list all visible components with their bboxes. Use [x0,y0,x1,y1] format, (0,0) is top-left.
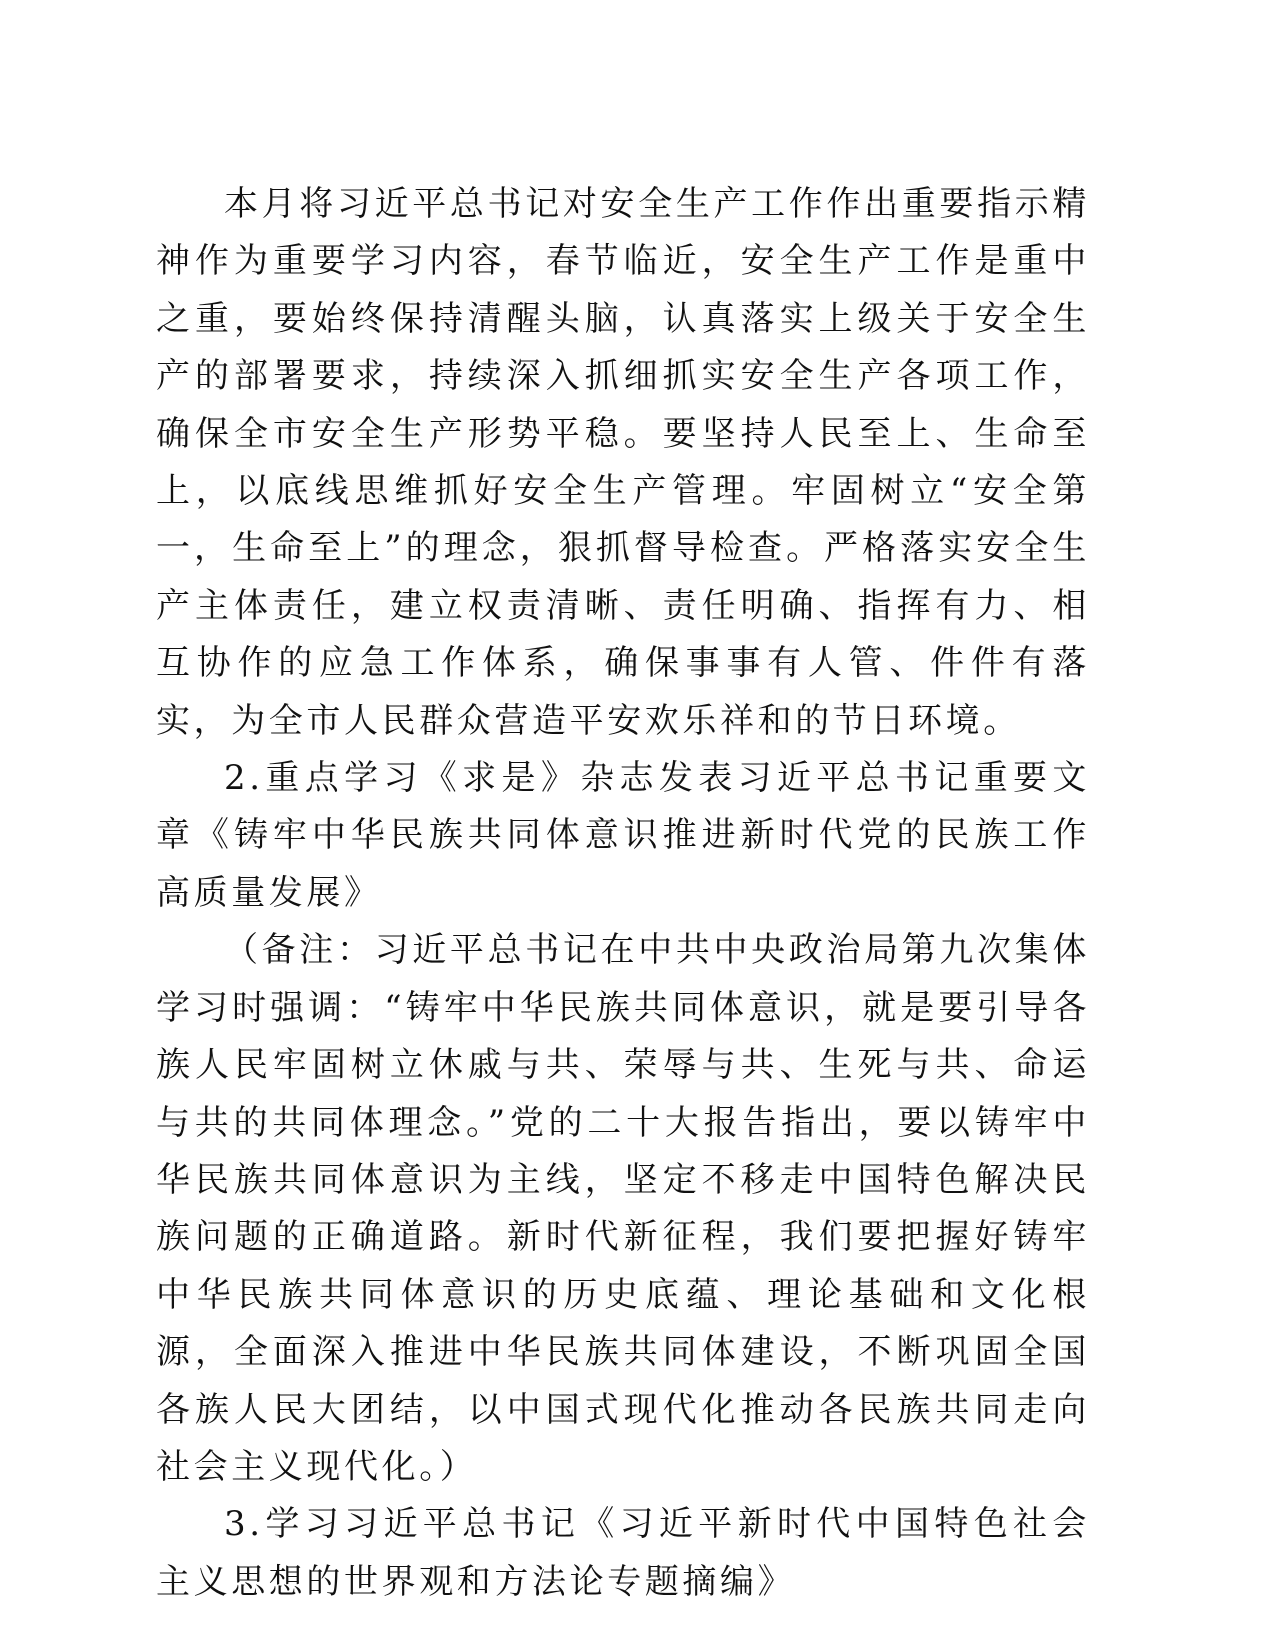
paragraph-safety-study: 本月将习近平总书记对安全生产工作作出重要指示精神作为重要学习内容，春节临近，安全生产工作是重中之重，要始终保持清醒头脑，认真落实上级关于安全生产的部署要求，持续深入抓细抓实安全生产各项工作，确保全市安全生产形势平稳。要坚持人民至上、生命至上，以底线思维抓好安全生产管理。牢固树立“安全第一，生命至上”的理念，狠抓督导检查。严格落实安全生产主体责任，建立权责清晰、责任明确、指挥有力、相互协作的应急工作体系，确保事事有人管、件件有落实，为全市人民群众营造平安欢乐祥和的节日环境。 [156,184,1090,741]
paragraph-item-3: 3.学习习近平总书记《习近平新时代中国特色社会主义思想的世界观和方法论专题摘编》 [156,1504,1090,1602]
paragraph-item-2: 2.重点学习《求是》杂志发表习近平总书记重要文章《铸牢中华民族共同体意识推进新时代党的民族工作高质量发展》 [156,758,1090,913]
document-body [156,176,1090,1611]
paragraph-note: （备注：习近平总书记在中共中央政治局第九次集体学习时强调：“铸牢中华民族共同体意识，就是要引导各族人民牢固树立休戚与共、荣辱与共、生死与共、命运与共的共同体理念。”党的二十大报告指出，要以铸牢中华民族共同体意识为主线，坚定不移走中国特色解决民族问题的正确道路。新时代新征程，我们要把握好铸牢中华民族共同体意识的历史底蕴、理论基础和文化根源，全面深入推进中华民族共同体建设，不断巩固全国各族人民大团结，以中国式现代化推动各民族共同走向社会主义现代化。） [156,930,1090,1487]
